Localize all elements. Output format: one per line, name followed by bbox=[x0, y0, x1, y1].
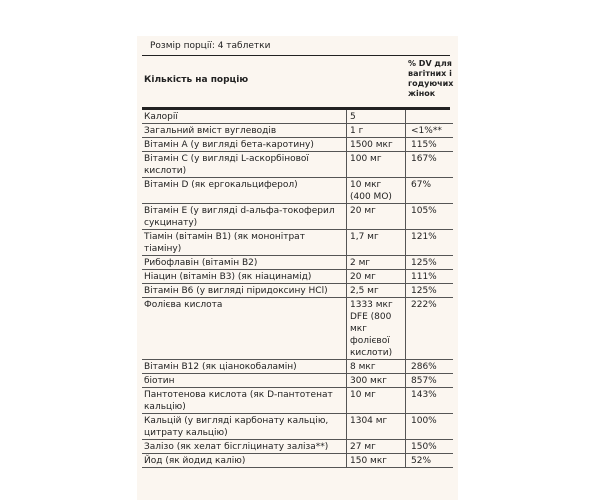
nutrient-daily-value: 286% bbox=[406, 360, 454, 374]
amount-per-serving-header: Кількість на порцію bbox=[144, 75, 249, 85]
nutrient-amount: 2 мг bbox=[347, 256, 406, 270]
nutrient-daily-value: 67% bbox=[406, 178, 454, 204]
nutrient-daily-value bbox=[406, 110, 454, 124]
nutrient-amount: 1500 мкг bbox=[347, 138, 406, 152]
nutrient-name: Рибофлавін (вітамін В2) bbox=[142, 256, 347, 270]
nutrient-amount: 27 мг bbox=[347, 440, 406, 454]
table-row bbox=[142, 256, 453, 270]
nutrient-daily-value: 222% bbox=[406, 298, 454, 360]
nutrient-name: Пантотенова кислота (як D-пантотенат кальцію) bbox=[142, 388, 347, 414]
table-row bbox=[142, 454, 453, 468]
nutrient-amount: 10 мг bbox=[347, 388, 406, 414]
nutrient-amount: 20 мг bbox=[347, 204, 406, 230]
nutrient-name: Вітамін D (як ергокальциферол) bbox=[142, 178, 347, 204]
table-row bbox=[142, 178, 453, 204]
nutrient-name: Фолієва кислота bbox=[142, 298, 347, 360]
nutrient-name: Вітамін В12 (як ціанокобаламін) bbox=[142, 360, 347, 374]
nutrient-daily-value: 121% bbox=[406, 230, 454, 256]
nutrient-name: Йод (як йодид калію) bbox=[142, 454, 347, 468]
nutrient-daily-value: 52% bbox=[406, 454, 454, 468]
nutrient-daily-value: 105% bbox=[406, 204, 454, 230]
nutrient-name: Кальцій (у вигляді карбонату кальцію, цитрату кальцію) bbox=[142, 414, 347, 440]
nutrient-amount: 20 мг bbox=[347, 270, 406, 284]
nutrient-daily-value: 111% bbox=[406, 270, 454, 284]
nutrient-name: Калорії bbox=[142, 110, 347, 124]
nutrient-name: Тіамін (вітамін В1) (як мононітрат тіаміну) bbox=[142, 230, 347, 256]
nutrient-daily-value: 167% bbox=[406, 152, 454, 178]
nutrient-name: Залізо (як хелат бісгліцинату заліза**) bbox=[142, 440, 347, 454]
table-row bbox=[142, 124, 453, 138]
table-row bbox=[142, 284, 453, 298]
nutrient-name: Вітамін С (у вигляді L-аскорбінової кислоти) bbox=[142, 152, 347, 178]
nutrient-amount: 1,7 мг bbox=[347, 230, 406, 256]
nutrient-table bbox=[142, 110, 453, 468]
nutrient-name: біотин bbox=[142, 374, 347, 388]
serving-size: Розмір порції: 4 таблетки bbox=[150, 41, 271, 51]
nutrient-name: Ніацин (вітамін В3) (як ніацинамід) bbox=[142, 270, 347, 284]
table-row bbox=[142, 230, 453, 256]
table-row bbox=[142, 110, 453, 124]
daily-value-header: % DV для вагітних і годуючих жінок bbox=[408, 59, 454, 98]
nutrient-daily-value: 857% bbox=[406, 374, 454, 388]
table-row bbox=[142, 360, 453, 374]
nutrient-amount: 5 bbox=[347, 110, 406, 124]
table-row bbox=[142, 374, 453, 388]
table-row bbox=[142, 152, 453, 178]
table-row bbox=[142, 414, 453, 440]
nutrient-amount: 1333 мкг DFE (800 мкг фолієвої кислоти) bbox=[347, 298, 406, 360]
nutrient-amount: 10 мкг (400 МО) bbox=[347, 178, 406, 204]
nutrient-table-body bbox=[142, 110, 453, 468]
table-row bbox=[142, 138, 453, 152]
nutrient-amount: 8 мкг bbox=[347, 360, 406, 374]
nutrient-name: Вітамін А (у вигляді бета-каротину) bbox=[142, 138, 347, 152]
nutrient-amount: 100 мг bbox=[347, 152, 406, 178]
nutrient-amount: 1 г bbox=[347, 124, 406, 138]
nutrient-daily-value: 150% bbox=[406, 440, 454, 454]
nutrient-daily-value: 125% bbox=[406, 256, 454, 270]
nutrient-amount: 2,5 мг bbox=[347, 284, 406, 298]
nutrient-daily-value: 143% bbox=[406, 388, 454, 414]
nutrient-amount: 1304 мг bbox=[347, 414, 406, 440]
nutrient-daily-value: 125% bbox=[406, 284, 454, 298]
table-row bbox=[142, 298, 453, 360]
top-divider bbox=[142, 55, 450, 56]
nutrient-name: Загальний вміст вуглеводів bbox=[142, 124, 347, 138]
nutrient-daily-value: <1%** bbox=[406, 124, 454, 138]
nutrient-daily-value: 100% bbox=[406, 414, 454, 440]
table-row bbox=[142, 270, 453, 284]
table-row bbox=[142, 440, 453, 454]
nutrient-name: Вітамін Е (у вигляді d-альфа-токоферил сукцинату) bbox=[142, 204, 347, 230]
table-row bbox=[142, 388, 453, 414]
nutrient-daily-value: 115% bbox=[406, 138, 454, 152]
nutrient-name: Вітамін В6 (у вигляді піридоксину HCl) bbox=[142, 284, 347, 298]
table-row bbox=[142, 204, 453, 230]
nutrient-amount: 150 мкг bbox=[347, 454, 406, 468]
nutrient-amount: 300 мкг bbox=[347, 374, 406, 388]
